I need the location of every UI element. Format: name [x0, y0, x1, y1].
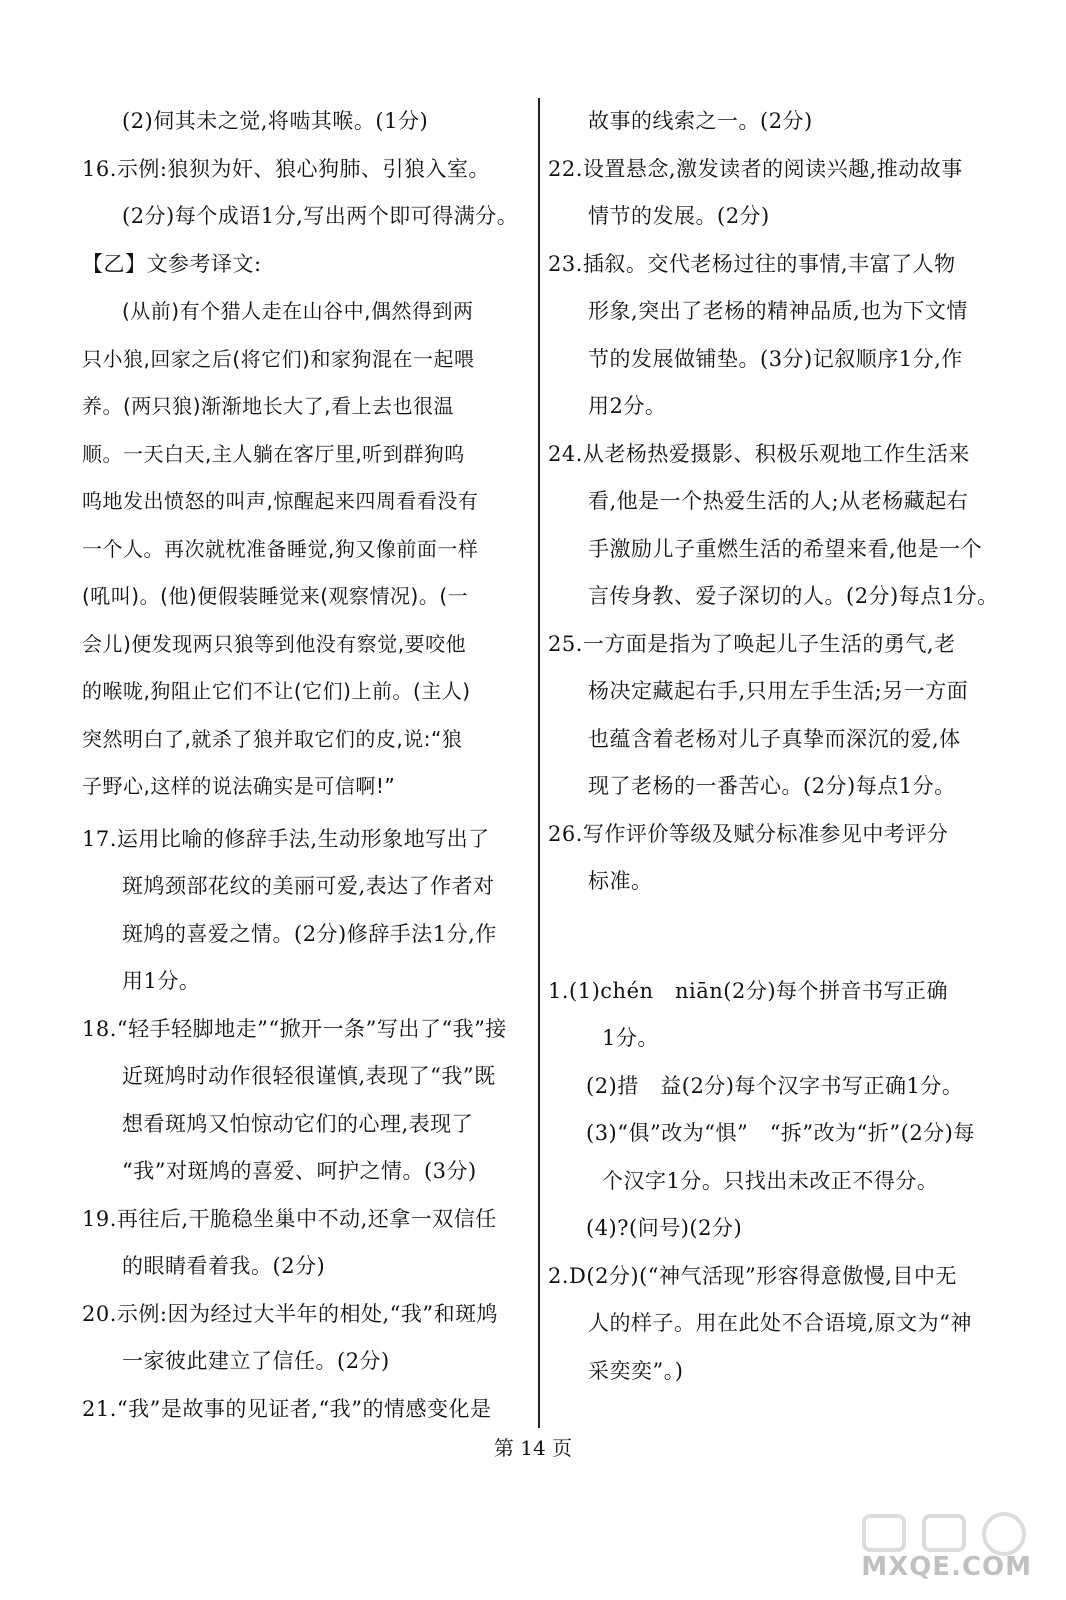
answer-line: 1分。	[602, 1026, 659, 1050]
answer-line: 22.设置悬念,激发读者的阅读兴趣,推动故事	[548, 156, 963, 181]
translation-line: (吼叫)。(他)便假装睡觉来(观察情况)。(一	[82, 584, 469, 608]
answer-line: 标准。	[588, 869, 653, 893]
page-number: 第 14 页	[493, 1436, 573, 1460]
answer-line: 16.示例:狼狈为奸、狼心狗肺、引狼入室。	[82, 156, 490, 181]
answer-line: 人的样子。用在此处不合语境,原文为“神	[588, 1311, 972, 1335]
translation-line: 子野心,这样的说法确实是可信啊!”	[82, 774, 396, 798]
answer-line: 节的发展做铺垫。(3分)记叙顺序1分,作	[588, 346, 963, 371]
answer-line: 19.再往后,干脆稳坐巢中不动,还拿一双信任	[82, 1206, 497, 1231]
answer-line: 形象,突出了老杨的精神品质,也为下文情	[588, 299, 968, 323]
answer-line: 个汉字1分。只找出未改正不得分。	[602, 1168, 939, 1193]
translation-line: 一个人。再次就枕准备睡觉,狗又像前面一样	[82, 536, 479, 561]
answer-line: 杨决定藏起右手,只用左手生活;另一方面	[588, 679, 969, 703]
answer-line: 想看斑鸠又怕惊动它们的心理,表现了	[122, 1111, 474, 1136]
translation-line: 突然明白了,就杀了狼并取它们的皮,说:“狼	[82, 726, 463, 751]
translation-line: (从前)有个猎人走在山谷中,偶然得到两	[122, 299, 474, 323]
section-heading: 【乙】文参考译文:	[82, 251, 262, 276]
watermark-text: MXQE.COM	[861, 1552, 1032, 1582]
right-column	[548, 98, 999, 1395]
answer-line: 手激励儿子重燃生活的希望来看,他是一个	[588, 536, 983, 561]
translation-line: 呜地发出愤怒的叫声,惊醒起来四周看看没有	[82, 489, 479, 513]
answer-line: 斑鸠颈部花纹的美丽可爱,表达了作者对	[122, 874, 495, 898]
answer-line: 用1分。	[122, 969, 201, 993]
answer-line: 故事的线索之一。(2分)	[588, 109, 813, 133]
answer-line: (2)措 益(2分)每个汉字书写正确1分。	[586, 1073, 964, 1098]
answer-line: (4)?(问号)(2分)	[586, 1216, 743, 1240]
answer-line: 25.一方面是指为了唤起儿子生活的勇气,老	[548, 631, 956, 656]
answer-line: 情节的发展。(2分)	[588, 204, 770, 228]
answer-line: 用2分。	[588, 394, 667, 418]
answer-line: 采奕奕”。)	[588, 1358, 684, 1383]
answer-line: 看,他是一个热爱生活的人;从老杨藏起右	[588, 489, 969, 513]
answer-line: “我”对斑鸠的喜爱、呵护之情。(3分)	[122, 1159, 477, 1183]
answer-line: (2)伺其未之觉,将啮其喉。(1分)	[122, 109, 429, 133]
translation-line: 养。(两只狼)渐渐地长大了,看上去也很温	[82, 394, 454, 418]
answer-line: 1.(1)chén niān(2分)每个拼音书写正确	[548, 978, 949, 1003]
translation-line: 只小狼,回家之后(将它们)和家狗混在一起喂	[82, 346, 475, 371]
answer-line: 18.“轻手轻脚地走”“掀开一条”写出了“我”接	[82, 1016, 507, 1041]
answer-line: 20.示例:因为经过大半年的相处,“我”和斑鸠	[82, 1301, 499, 1326]
answer-line: 近斑鸠时动作很轻很谨慎,表现了“我”既	[122, 1064, 496, 1088]
answer-line: 的眼睛看着我。(2分)	[122, 1254, 326, 1278]
answer-line: 也蕴含着老杨对儿子真挚而深沉的爱,体	[588, 726, 961, 751]
answer-line: 24.从老杨热爱摄影、积极乐观地工作生活来	[548, 441, 970, 466]
translation-line: 会儿)便发现两只狼等到他没有察觉,要咬他	[82, 631, 467, 656]
translation-line: 顺。一天白天,主人躺在客厅里,听到群狗呜	[82, 441, 465, 466]
answer-line: 17.运用比喻的修辞手法,生动形象地写出了	[82, 826, 490, 851]
answer-line: 21.“我”是故事的见证者,“我”的情感变化是	[82, 1396, 492, 1421]
answer-line: 斑鸠的喜爱之情。(2分)修辞手法1分,作	[122, 921, 497, 946]
answer-line: (2分)每个成语1分,写出两个即可得满分。	[122, 204, 519, 228]
column-divider	[538, 98, 540, 1428]
answer-line: 2.D(2分)(“神气活现”形容得意傲慢,目中无	[548, 1263, 957, 1288]
answer-line: 26.写作评价等级及赋分标准参见中考评分	[548, 821, 949, 846]
answer-line: 23.插叙。交代老杨过往的事情,丰富了人物	[548, 251, 956, 276]
answer-line: 言传身教、爱子深切的人。(2分)每点1分。	[588, 584, 999, 608]
left-column	[82, 98, 534, 1433]
answer-line: 一家彼此建立了信任。(2分)	[122, 1349, 390, 1373]
translation-line: 的喉咙,狗阻止它们不让(它们)上前。(主人)	[82, 679, 471, 703]
answer-line: (3)“俱”改为“惧” “拆”改为“折”(2分)每	[586, 1121, 975, 1145]
answer-line: 现了老杨的一番苦心。(2分)每点1分。	[588, 774, 956, 798]
